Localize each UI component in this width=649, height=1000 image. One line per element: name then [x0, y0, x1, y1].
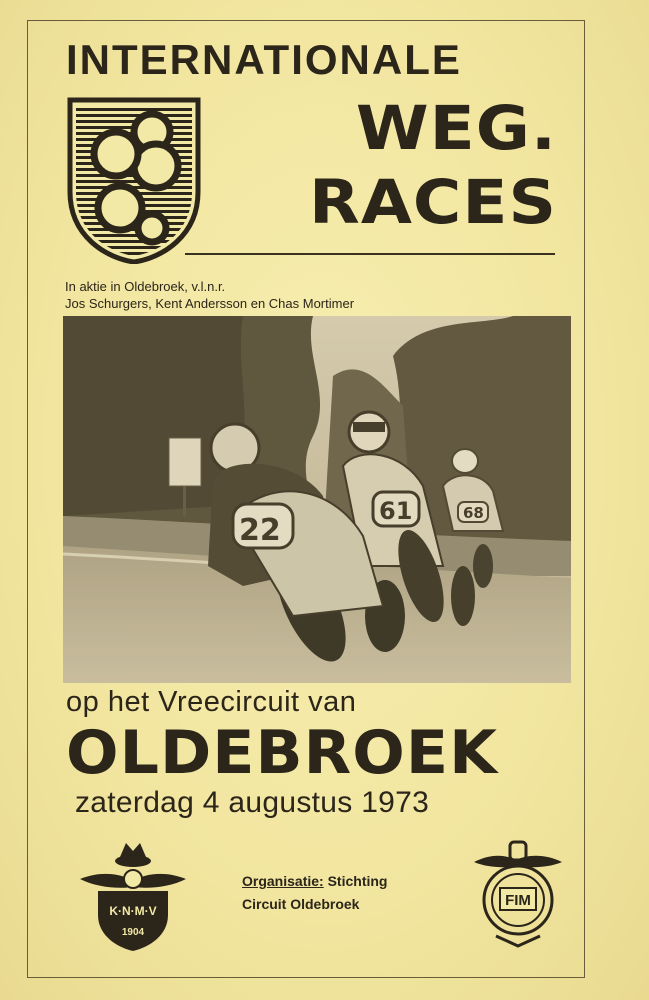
- caption-line-2: Jos Schurgers, Kent Andersson en Chas Mortimer: [65, 296, 355, 311]
- organisation-name-1: Stichting: [327, 873, 388, 889]
- organisation-name-2: Circuit Oldebroek: [242, 896, 360, 912]
- event-date: zaterdag 4 augustus 1973: [75, 786, 430, 819]
- venue-subtitle: op het Vreecircuit van: [66, 686, 357, 718]
- fim-label: FIM: [505, 892, 531, 909]
- title-rule: [185, 253, 555, 255]
- photo-caption: [65, 278, 354, 312]
- organisation-block: [242, 870, 387, 916]
- organisation-label: Organisatie:: [242, 873, 324, 889]
- knmv-year: 1904: [121, 927, 145, 938]
- fim-logo: [470, 838, 566, 948]
- title-line-1: WEG.: [355, 93, 557, 164]
- knmv-label: K·N·M·V: [109, 904, 157, 918]
- title-line-2: RACES: [309, 167, 557, 238]
- organisation-line-1: [242, 870, 387, 893]
- poster-heading: INTERNATIONALE: [66, 36, 462, 83]
- knmv-logo: [80, 835, 186, 953]
- bike-number-68: 68: [463, 504, 484, 522]
- bike-number-61: 61: [379, 497, 413, 525]
- venue-name: OLDEBROEK: [66, 718, 499, 788]
- bike-number-22: 22: [239, 513, 281, 548]
- caption-line-1: In aktie in Oldebroek, v.l.n.r.: [65, 279, 226, 294]
- club-shield-logo: [66, 96, 202, 264]
- racing-photo: [63, 316, 571, 683]
